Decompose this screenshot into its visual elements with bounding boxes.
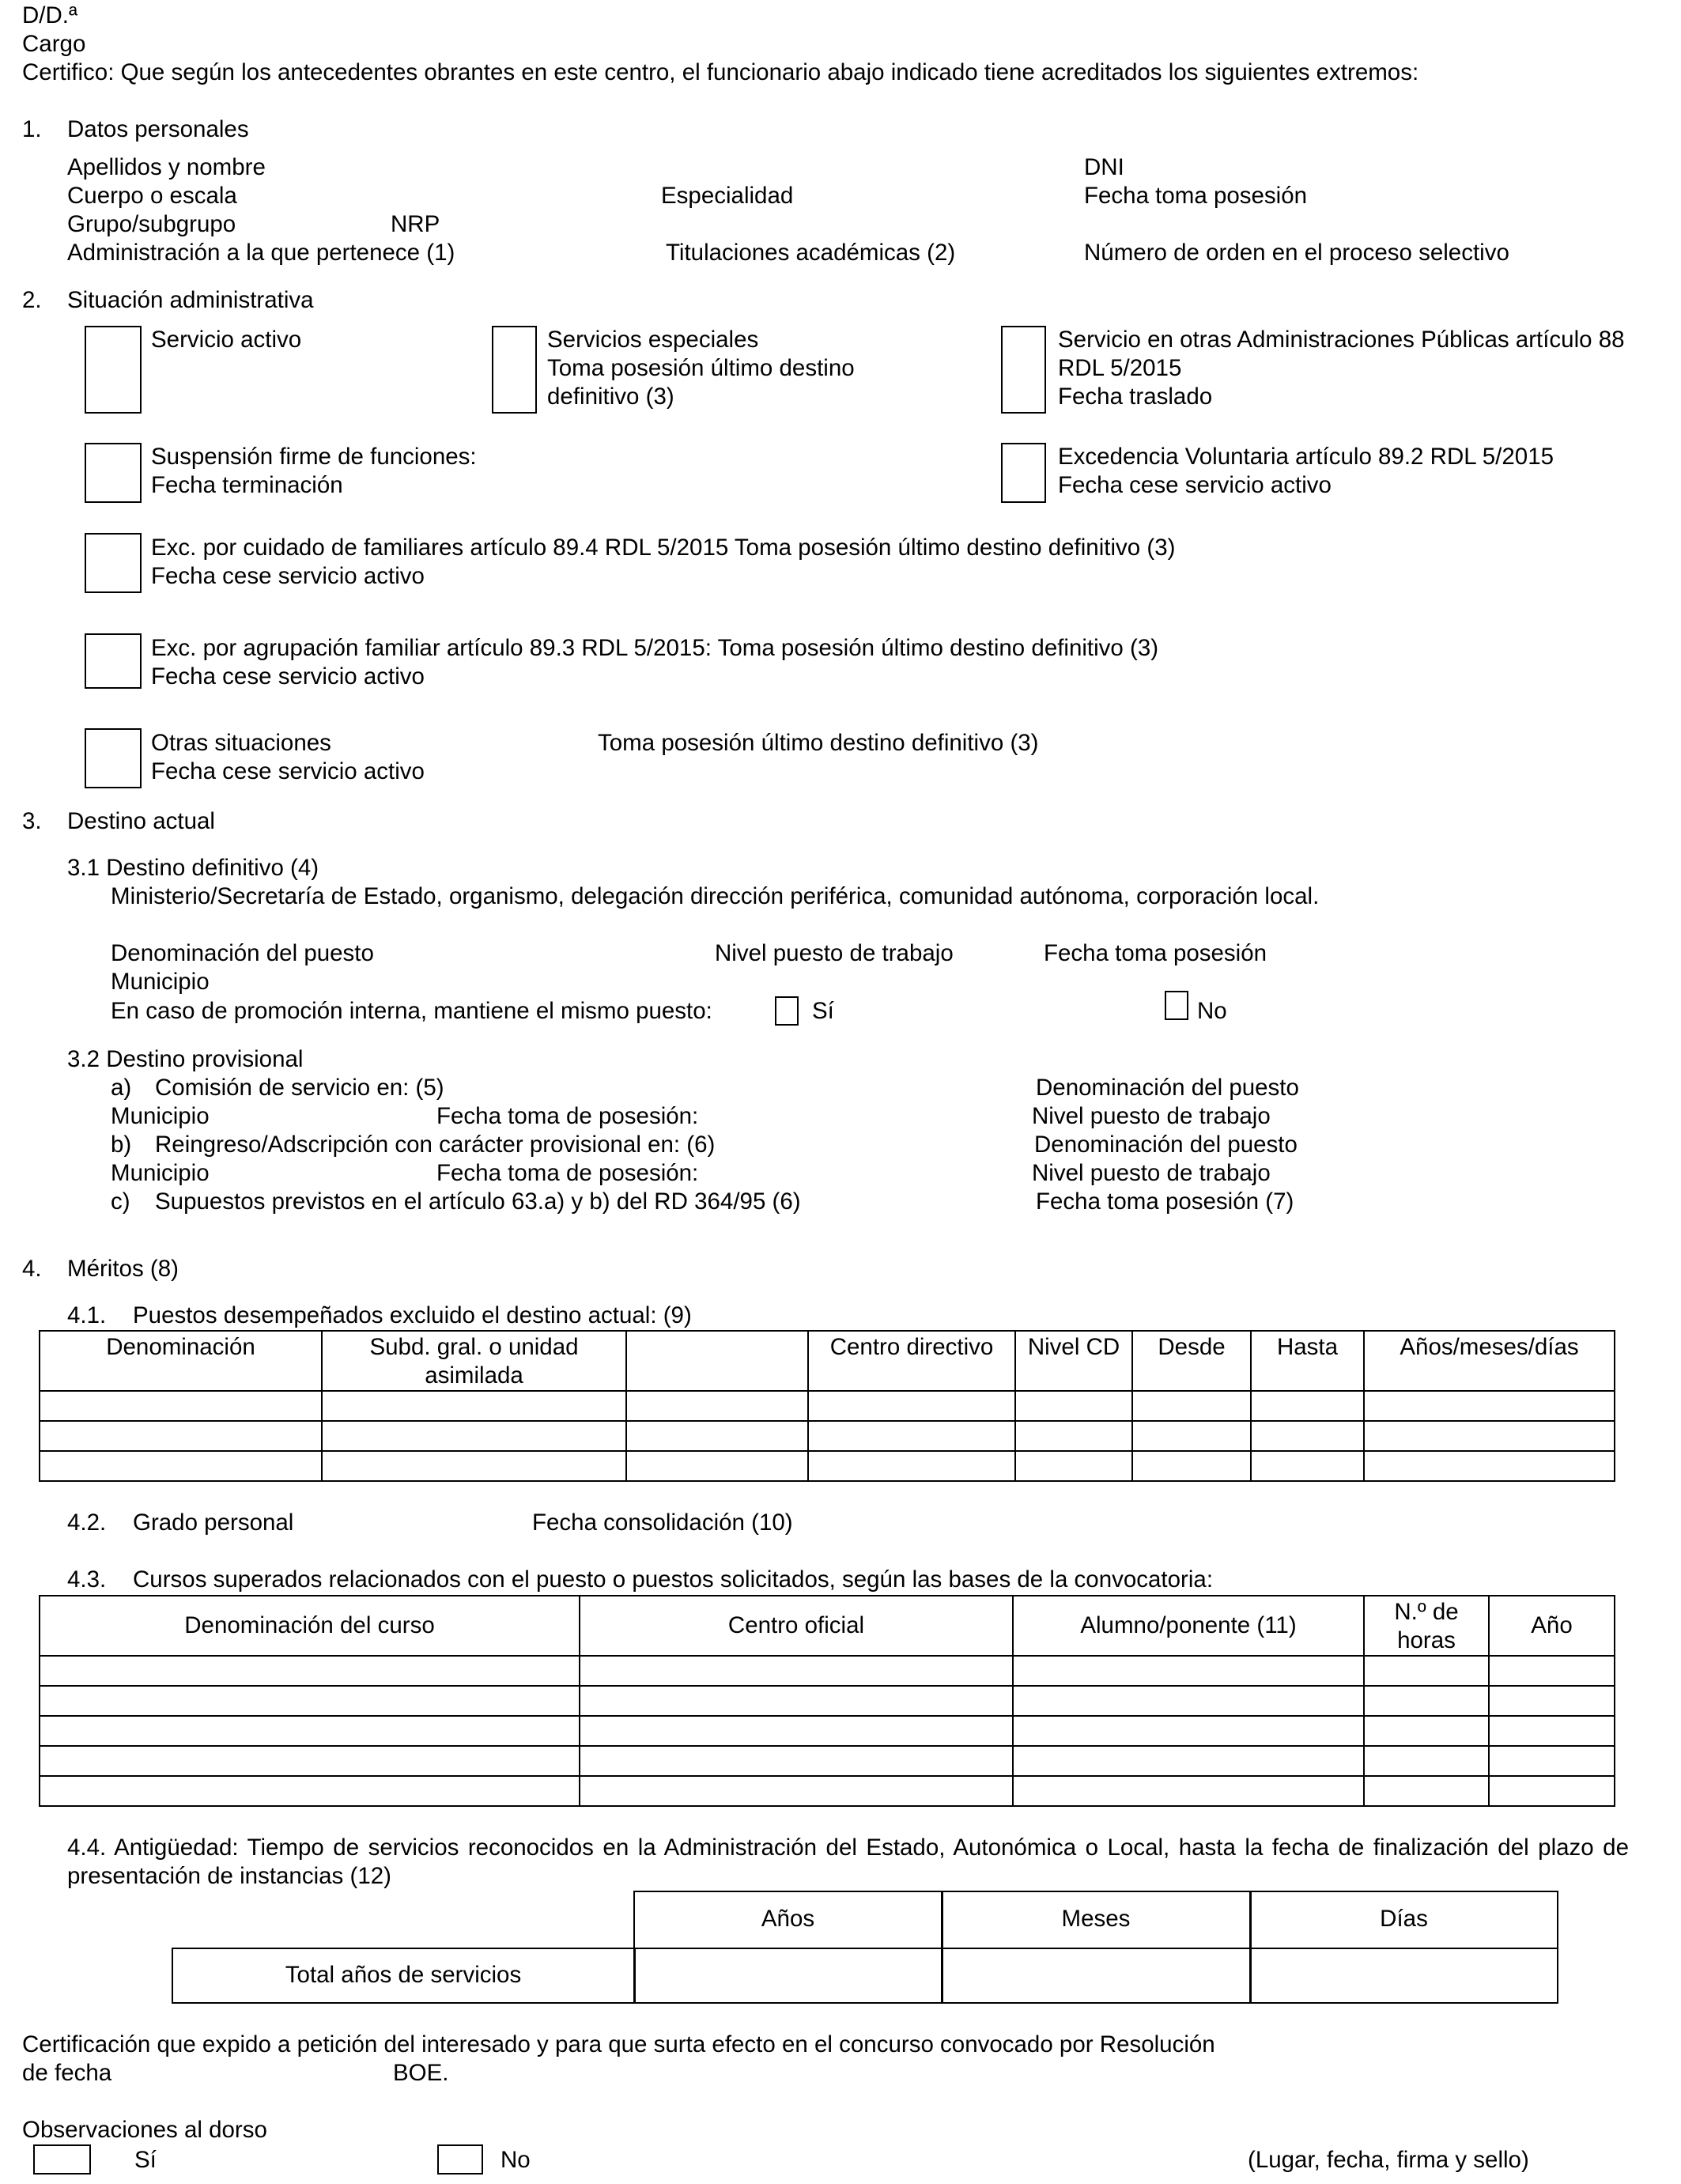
table-cell[interactable] [1364,1746,1489,1776]
observaciones-si-checkbox[interactable] [33,2144,91,2175]
section-4-number: 4. [22,1256,42,1282]
table-row [40,1776,1615,1806]
table-cell[interactable] [1013,1686,1364,1716]
b-nivel-label: Nivel puesto de trabajo [1032,1160,1271,1186]
table-cell[interactable] [1489,1716,1615,1746]
table-cell[interactable] [1364,1686,1489,1716]
otras-administraciones-checkbox[interactable] [1001,326,1046,414]
table-cell[interactable] [40,1421,322,1451]
boe-label: BOE. [393,2060,449,2086]
table-row [40,1421,1615,1451]
section-1-title: Datos personales [67,116,249,142]
table-cell[interactable] [322,1421,626,1451]
servicio-activo-label: Servicio activo [151,327,302,353]
otras-situaciones-label: Otras situaciones [151,730,331,756]
header-hasta: Hasta [1251,1331,1364,1391]
table-cell[interactable] [1251,1391,1364,1421]
header-ano: Año [1489,1596,1615,1656]
de-fecha-label: de fecha [22,2060,112,2086]
puestos-desempenados-table [39,1330,1615,1482]
fecha-terminacion-label: Fecha terminación [151,472,343,498]
fecha-toma-label: Fecha toma posesión [1084,183,1308,209]
table-row [40,1391,1615,1421]
section-43-number: 4.3. [67,1566,107,1593]
table-cell[interactable] [1015,1421,1132,1451]
table-cell[interactable] [1489,1686,1615,1716]
section-41-title: Puestos desempeñados excluido el destino actual: (9) [133,1302,692,1328]
table-cell[interactable] [1364,1421,1615,1451]
fecha-toma-posesion-label: Fecha toma posesión [1044,940,1267,966]
cuidado-familiares-label: Exc. por cuidado de familiares artículo 89.4 RDL 5/2015 Toma posesión último destino definitivo (3) [151,535,1176,561]
header-denominacion-curso: Denominación del curso [40,1596,580,1656]
header-anos-meses-dias: Años/meses/días [1364,1331,1615,1391]
table-cell[interactable] [1364,1656,1489,1686]
certifico-text: Certifico: Que según los antecedentes obrantes en este centro, el funcionario abajo indicado tiene acreditados los siguientes extremos: [22,59,1419,85]
table-cell[interactable] [322,1391,626,1421]
fecha-traslado-label: Fecha traslado [1058,384,1213,410]
table-cell[interactable] [626,1451,808,1481]
table-cell[interactable] [580,1716,1013,1746]
excedencia-fecha-cese: Fecha cese servicio activo [1058,472,1332,498]
table-cell[interactable] [40,1686,580,1716]
header-subd-gral: Subd. gral. o unidad asimilada [322,1331,626,1391]
section-4-title: Méritos (8) [67,1256,179,1282]
a-nivel-label: Nivel puesto de trabajo [1032,1103,1271,1129]
table-cell[interactable] [808,1421,1015,1451]
a-denominacion-label: Denominación del puesto [1036,1075,1299,1101]
fecha-consolidacion-label: Fecha consolidación (10) [532,1510,793,1536]
otras-situaciones-checkbox[interactable] [85,728,142,788]
promocion-si-checkbox[interactable] [775,996,799,1026]
servicio-activo-checkbox[interactable] [85,326,142,414]
agrupacion-fecha-cese: Fecha cese servicio activo [151,663,425,690]
lugar-fecha-firma-label: (Lugar, fecha, firma y sello) [1248,2147,1529,2173]
section-42-number: 4.2. [67,1510,107,1536]
table-cell[interactable] [40,1716,580,1746]
nivel-puesto-label: Nivel puesto de trabajo [715,940,954,966]
section-2-number: 2. [22,287,42,313]
table-cell[interactable] [580,1656,1013,1686]
table-cell[interactable] [1132,1421,1251,1451]
table-cell[interactable] [808,1391,1015,1421]
item-a-label: a) [111,1075,132,1101]
table-cell[interactable] [322,1451,626,1481]
cuerpo-label: Cuerpo o escala [67,183,237,209]
table-cell[interactable] [626,1421,808,1451]
header-anos: Años [761,1906,815,1932]
header-desde: Desde [1132,1331,1251,1391]
table-cell[interactable] [40,1391,322,1421]
certificacion-text: Certificación que expido a petición del interesado y para que surta efecto en el concurso convocado por Resolución [22,2031,1215,2057]
header-denominacion: Denominación [40,1331,322,1391]
observaciones-label: Observaciones al dorso [22,2117,267,2143]
section-2-title: Situación administrativa [67,287,314,313]
otras-administraciones-label: Servicio en otras Administraciones Públicas artículo 88 [1058,327,1625,353]
a-fecha-toma-label: Fecha toma de posesión: [436,1103,699,1129]
header-centro-oficial: Centro oficial [580,1596,1013,1656]
section-3-number: 3. [22,808,42,834]
b-fecha-toma-label: Fecha toma de posesión: [436,1160,699,1186]
comision-servicio-label: Comisión de servicio en: (5) [155,1075,444,1101]
section-43-title: Cursos superados relacionados con el puesto o puestos solicitados, según las bases de la convocatoria: [133,1566,1214,1593]
apellidos-label: Apellidos y nombre [67,154,266,180]
table-cell[interactable] [808,1451,1015,1481]
otras-situaciones-toma: Toma posesión último destino definitivo (3) [598,730,1039,756]
header-meses: Meses [1061,1906,1131,1932]
c-fecha-toma-label: Fecha toma posesión (7) [1036,1188,1294,1215]
table-cell[interactable] [1489,1776,1615,1806]
servicios-especiales-label: Servicios especiales [547,327,759,353]
observaciones-no-label: No [501,2147,531,2173]
promocion-no-checkbox[interactable] [1165,991,1188,1020]
table-cell[interactable] [1364,1451,1615,1481]
table-cell[interactable] [1132,1451,1251,1481]
a-municipio-label: Municipio [111,1103,210,1129]
ministerio-label: Ministerio/Secretaría de Estado, organismo, delegación dirección periférica, comunidad autónoma, corporación local. [111,883,1320,909]
table-header-row [40,1596,1615,1656]
promocion-no-label: No [1197,998,1227,1024]
b-municipio-label: Municipio [111,1160,210,1186]
table-cell[interactable] [580,1746,1013,1776]
municipio-label: Municipio [111,969,210,995]
table-cell[interactable] [1132,1391,1251,1421]
table-row [40,1716,1615,1746]
table-cell[interactable] [1013,1656,1364,1686]
excedencia-voluntaria-checkbox[interactable] [1001,443,1046,503]
header-numero-horas: N.º de horas [1364,1596,1489,1656]
table-row [40,1656,1615,1686]
table-cell[interactable] [626,1391,808,1421]
table-row [40,1451,1615,1481]
table-cell[interactable] [1364,1716,1489,1746]
antiguedad-divider [633,1948,636,2004]
observaciones-si-label: Sí [134,2147,157,2173]
numero-orden-label: Número de orden en el proceso selectivo [1084,240,1509,266]
denominacion-puesto-label: Denominación del puesto [111,940,374,966]
otras-administraciones-rdl: RDL 5/2015 [1058,355,1182,381]
item-c-label: c) [111,1188,130,1215]
table-row [40,1686,1615,1716]
table-cell[interactable] [40,1776,580,1806]
table-cell[interactable] [1364,1776,1489,1806]
servicios-especiales-definitivo: definitivo (3) [547,384,674,410]
table-cell[interactable] [1489,1656,1615,1686]
agrupacion-familiar-checkbox[interactable] [85,633,142,689]
cursos-table [39,1595,1615,1807]
header-nivel-cd: Nivel CD [1015,1331,1132,1391]
header-alumno-ponente: Alumno/ponente (11) [1013,1596,1364,1656]
table-cell[interactable] [1489,1746,1615,1776]
antiguedad-text: 4.4. Antigüedad: Tiempo de servicios reconocidos en la Administración del Estado, Autonómica o Local, hasta la fecha de finalización del plazo de presentación de instancias (12) [67,1834,1629,1889]
table-cell[interactable] [1013,1716,1364,1746]
cuidado-familiares-checkbox[interactable] [85,533,142,593]
table-row [40,1746,1615,1776]
administracion-label: Administración a la que pertenece (1) [67,240,455,266]
table-cell[interactable] [40,1746,580,1776]
table-cell[interactable] [40,1656,580,1686]
grado-personal-label: Grado personal [133,1510,294,1536]
section-3-title: Destino actual [67,808,215,834]
destino-provisional-heading: 3.2 Destino provisional [67,1046,304,1072]
table-cell[interactable] [1015,1451,1132,1481]
table-cell[interactable] [1013,1746,1364,1776]
dd-label: D/D.ª [22,2,77,28]
table-cell[interactable] [580,1776,1013,1806]
suspension-label: Suspensión firme de funciones: [151,444,477,470]
table-header-row [40,1331,1615,1391]
header-dias: Días [1380,1906,1428,1932]
promocion-interna-label: En caso de promoción interna, mantiene el mismo puesto: [111,998,712,1024]
section-41-number: 4.1. [67,1302,107,1328]
table-cell[interactable] [580,1686,1013,1716]
destino-definitivo-heading: 3.1 Destino definitivo (4) [67,855,319,881]
dni-label: DNI [1084,154,1124,180]
supuestos-label: Supuestos previstos en el artículo 63.a) y b) del RD 364/95 (6) [155,1188,801,1215]
reingreso-label: Reingreso/Adscripción con carácter provisional en: (6) [155,1132,716,1158]
table-cell[interactable] [40,1451,322,1481]
cargo-label: Cargo [22,31,86,57]
cuidado-fecha-cese: Fecha cese servicio activo [151,563,425,589]
total-anos-servicios-label: Total años de servicios [285,1962,522,1988]
table-cell[interactable] [1015,1391,1132,1421]
servicios-especiales-toma: Toma posesión último destino [547,355,855,381]
item-b-label: b) [111,1132,132,1158]
b-denominacion-label: Denominación del puesto [1034,1132,1298,1158]
servicios-especiales-checkbox[interactable] [492,326,537,414]
table-cell[interactable] [1013,1776,1364,1806]
table-cell[interactable] [1251,1451,1364,1481]
grupo-label: Grupo/subgrupo [67,211,236,237]
table-cell[interactable] [1251,1421,1364,1451]
header-centro-directivo: Centro directivo [808,1331,1015,1391]
observaciones-no-checkbox[interactable] [437,2144,483,2175]
agrupacion-familiar-label: Exc. por agrupación familiar artículo 89.3 RDL 5/2015: Toma posesión último destino definitivo (3) [151,635,1159,661]
excedencia-voluntaria-label: Excedencia Voluntaria artículo 89.2 RDL 5/2015 [1058,444,1554,470]
table-cell[interactable] [1364,1391,1615,1421]
promocion-si-label: Sí [812,998,834,1024]
titulaciones-label: Titulaciones académicas (2) [666,240,956,266]
nrp-label: NRP [391,211,440,237]
section-1-number: 1. [22,116,42,142]
header-blank [626,1331,808,1391]
especialidad-label: Especialidad [661,183,794,209]
otras-situaciones-fecha-cese: Fecha cese servicio activo [151,758,425,784]
suspension-checkbox[interactable] [85,443,142,503]
